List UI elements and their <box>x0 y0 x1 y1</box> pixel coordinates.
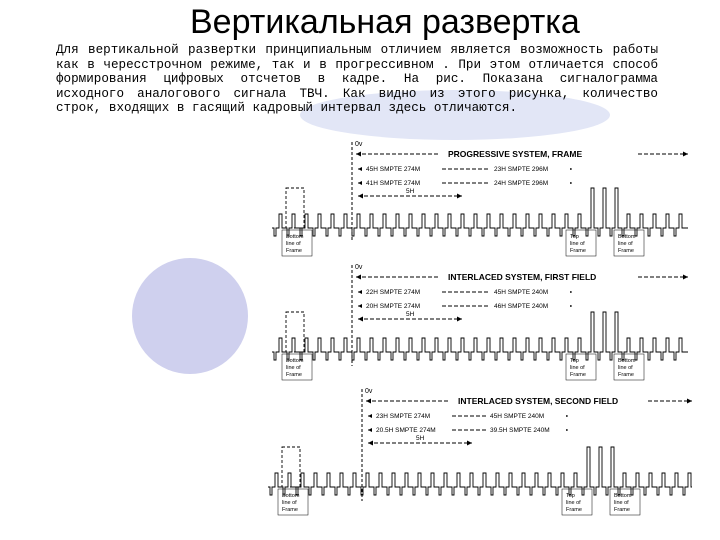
bottom-line-caption: Bottom <box>618 234 636 240</box>
top-line-caption: Top <box>570 358 579 364</box>
top-line-caption: Frame <box>570 372 586 378</box>
bottom-line-caption: Bottom <box>614 493 632 499</box>
blanking-label: 23H SMPTE 274M <box>376 413 431 420</box>
waveform-trace <box>272 312 688 360</box>
waveform-trace <box>272 188 688 236</box>
slide-paragraph: Для вертикальной развертки принципиальным отличием является возможность работы как в чересстрочном режиме, так и в прогрессивном . При этом отличается способ формирования цифровых отсчетов в кадре. На рис. Показана сигналограмма исходного аналогового сигнала ТВЧ. Как видно из этого рисунка, количество строк, входящих в гасящий кадровый интервал здесь отличаются. <box>56 43 658 116</box>
blanking-label: 45H SMPTE 240M <box>494 289 549 296</box>
blanking-label: 41H SMPTE 274M <box>366 180 421 187</box>
marker-label: 0v <box>355 264 363 271</box>
bottom-line-caption: line of <box>618 241 633 247</box>
bottom-line-caption: Frame <box>614 507 630 513</box>
span-label: 5H <box>416 435 425 442</box>
panel-heading: PROGRESSIVE SYSTEM, FRAME <box>448 149 583 159</box>
waveform-panel <box>272 264 688 380</box>
bottom-line-caption: line of <box>286 241 301 247</box>
top-line-caption: Frame <box>570 248 586 254</box>
top-line-caption: line of <box>570 241 585 247</box>
blanking-label: 24H SMPTE 296M <box>494 180 549 187</box>
top-line-caption: Frame <box>566 507 582 513</box>
waveform-trace <box>268 447 692 495</box>
bottom-line-caption: Frame <box>286 372 302 378</box>
top-line-caption: line of <box>566 500 581 506</box>
bottom-line-caption: Frame <box>286 248 302 254</box>
blanking-label: 46H SMPTE 240M <box>494 303 549 310</box>
blanking-label: 45H SMPTE 240M <box>490 413 545 420</box>
bottom-line-caption: Bottom <box>286 234 304 240</box>
top-line-caption: Top <box>566 493 575 499</box>
bottom-line-caption: line of <box>286 365 301 371</box>
bottom-line-caption: Bottom <box>286 358 304 364</box>
blanking-label: 23H SMPTE 296M <box>494 166 549 173</box>
bottom-line-caption: line of <box>614 500 629 506</box>
bottom-line-caption: line of <box>282 500 297 506</box>
blanking-label: 22H SMPTE 274M <box>366 289 421 296</box>
top-line-caption: Top <box>570 234 579 240</box>
panel-heading: INTERLACED SYSTEM, SECOND FIELD <box>458 396 619 406</box>
bottom-line-caption: Bottom <box>282 493 300 499</box>
blanking-label: 20.5H SMPTE 274M <box>376 427 436 434</box>
bottom-line-caption: Frame <box>282 507 298 513</box>
bottom-line-caption: Bottom <box>618 358 636 364</box>
bottom-line-caption: line of <box>618 365 633 371</box>
blanking-label: 39.5H SMPTE 240M <box>490 427 550 434</box>
span-label: 5H <box>406 311 415 318</box>
waveform-panel <box>268 388 692 515</box>
panel-heading: INTERLACED SYSTEM, FIRST FIELD <box>448 272 597 282</box>
bottom-line-caption: Frame <box>618 248 634 254</box>
blanking-label: 20H SMPTE 274M <box>366 303 421 310</box>
span-label: 5H <box>406 188 415 195</box>
slide-title: Вертикальная развертка <box>190 3 580 41</box>
marker-label: 0v <box>355 141 363 148</box>
waveform-panel <box>272 141 688 256</box>
top-line-caption: line of <box>570 365 585 371</box>
blanking-label: 45H SMPTE 274M <box>366 166 421 173</box>
bottom-line-caption: Frame <box>618 372 634 378</box>
marker-label: 0v <box>365 388 373 395</box>
